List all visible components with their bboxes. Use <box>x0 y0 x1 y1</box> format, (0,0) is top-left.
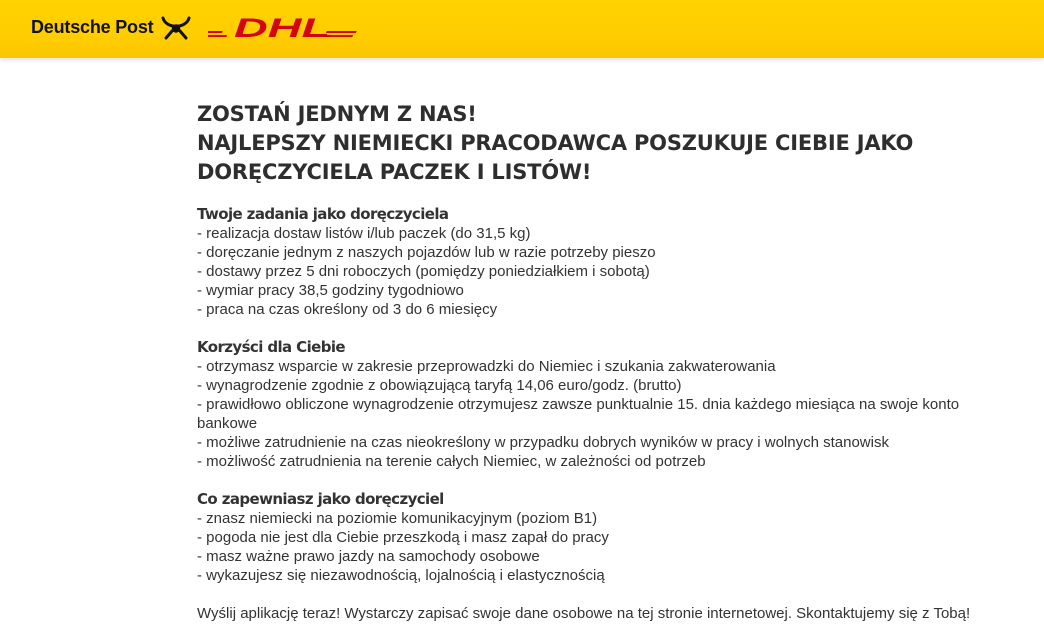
list-item: - otrzymasz wsparcie w zakresie przeprowadzki do Niemiec i szukania zakwaterowania <box>197 358 776 375</box>
site-header <box>0 0 1044 58</box>
list-item: - wynagrodzenie zgodnie z obowiązującą taryfą 14,06 euro/godz. (brutto) <box>197 377 682 394</box>
list-item: - praca na czas określony od 3 do 6 miesięcy <box>197 301 498 318</box>
section-requirements <box>197 490 987 585</box>
post-horn-icon <box>160 14 192 40</box>
dhl-label: DHL <box>234 13 330 41</box>
list-item: - wykazujesz się niezawodnością, lojalnością i elastycznością <box>197 567 605 584</box>
list-item: - masz ważne prawo jazdy na samochody osobowe <box>197 548 540 565</box>
list-item: - wymiar pracy 38,5 godziny tygodniowo <box>197 282 464 299</box>
page-title <box>197 100 987 187</box>
list-item: - dostawy przez 5 dni roboczych (pomiędzy poniedziałkiem i sobotą) <box>197 263 650 280</box>
call-to-action-text: Wyślij aplikację teraz! Wystarczy zapisać swoje dane osobowe na tej stronie internetowej. Skontaktujemy się z Tobą! <box>197 605 971 622</box>
list-item: - doręczanie jednym z naszych pojazdów lub w razie potrzeby pieszo <box>197 244 656 261</box>
section-heading: Twoje zadania jako doręczyciela <box>197 205 449 223</box>
list-item: - możliwe zatrudnienie na czas nieokreślony w przypadku dobrych wyników w pracy i wolnych stanowisk <box>197 434 889 451</box>
section-tasks <box>197 205 987 319</box>
main-content <box>197 100 987 623</box>
list-item: - realizacja dostaw listów i/lub paczek (do 31,5 kg) <box>197 225 531 242</box>
benefits-list <box>197 357 987 471</box>
tasks-list <box>197 224 987 319</box>
requirements-list <box>197 509 987 585</box>
list-item: - możliwość zatrudnienia na terenie całych Niemiec, w zależności od potrzeb <box>197 453 706 470</box>
list-item: - prawidłowo obliczone wynagrodzenie otrzymujesz zawsze punktualnie 15. dnia każdego miesiąca na swoje konto bankowe <box>197 396 960 432</box>
page-title-line-2: NAJLEPSZY NIEMIECKI PRACODAWCA POSZUKUJE CIEBIE JAKO DORĘCZYCIELA PACZEK I LISTÓW! <box>197 131 914 184</box>
list-item: - pogoda nie jest dla Ciebie przeszkodą i masz zapał do pracy <box>197 529 609 546</box>
section-heading: Korzyści dla Ciebie <box>197 338 345 356</box>
section-benefits <box>197 338 987 471</box>
dhl-logo-icon[interactable] <box>208 13 364 41</box>
deutsche-post-logo[interactable] <box>31 14 192 40</box>
deutsche-post-label: Deutsche Post <box>31 16 154 37</box>
page-title-line-1: ZOSTAŃ JEDNYM Z NAS! <box>197 102 477 126</box>
section-heading: Co zapewniasz jako doręczyciel <box>197 490 444 508</box>
list-item: - znasz niemiecki na poziomie komunikacyjnym (poziom B1) <box>197 510 598 527</box>
